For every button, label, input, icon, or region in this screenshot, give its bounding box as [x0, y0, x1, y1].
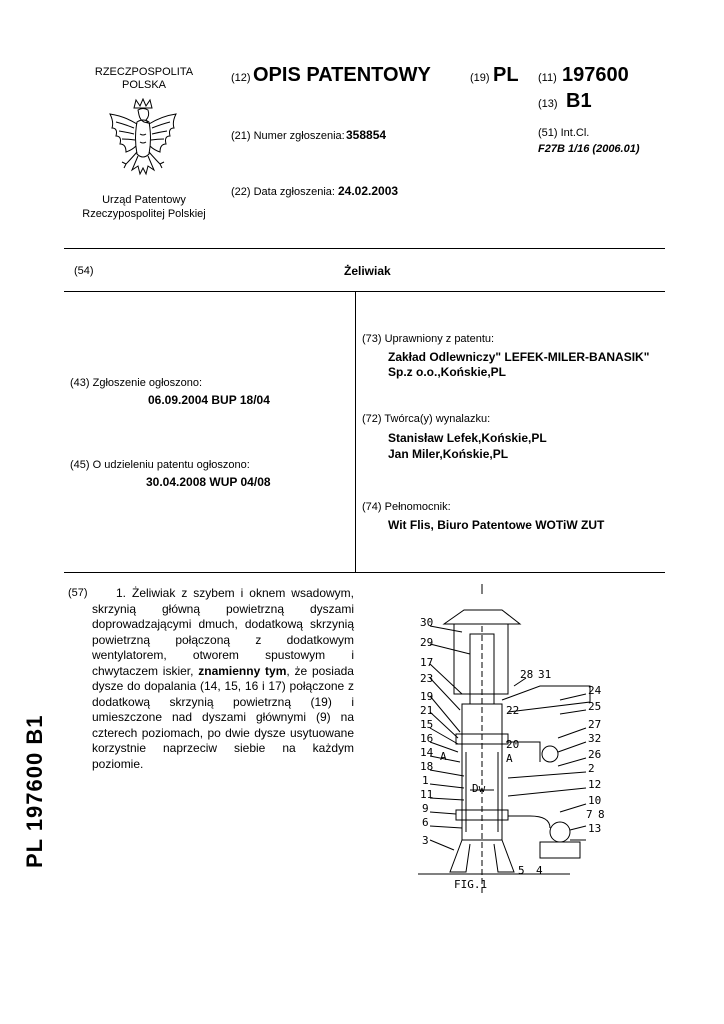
- ref-17: 17: [420, 656, 434, 669]
- code-72-label: (72) Twórca(y) wynalazku:: [362, 413, 491, 425]
- invention-title: Żeliwiak: [344, 264, 391, 278]
- column-divider: [355, 291, 356, 572]
- figure-caption: FIG.1: [454, 878, 488, 891]
- ref-24: 24: [588, 684, 602, 697]
- patent-number: 197600: [562, 64, 629, 86]
- divider: [64, 291, 665, 292]
- ref-23: 23: [420, 672, 434, 685]
- ref-22: 22: [506, 704, 520, 717]
- document-type: OPIS PATENTOWY: [253, 64, 431, 86]
- ref-9: 9: [422, 802, 429, 815]
- ref-A-right: A: [506, 752, 513, 765]
- ref-3: 3: [422, 834, 429, 847]
- ref-13: 13: [588, 822, 602, 835]
- code-19: (19): [470, 72, 490, 84]
- ref-27: 27: [588, 718, 602, 731]
- ref-5: 5: [518, 864, 525, 877]
- patent-owner-line2: Sp.z o.o.,Końskie,PL: [388, 365, 507, 379]
- ref-12: 12: [588, 778, 602, 791]
- attorney: Wit Flis, Biuro Patentowe WOTiW ZUT: [388, 518, 605, 532]
- code-12: (12): [231, 72, 251, 84]
- ref-7: 7: [586, 808, 593, 821]
- kind-code: B1: [566, 90, 592, 112]
- ref-10: 10: [588, 794, 602, 807]
- code-57: (57): [68, 587, 88, 599]
- code-43-value: 06.09.2004 BUP 18/04: [148, 393, 270, 407]
- ref-A-left: A: [440, 750, 447, 763]
- polish-eagle-emblem: [104, 98, 182, 188]
- application-number: 358854: [346, 128, 387, 142]
- country-line1: RZECZPOSPOLITA: [94, 66, 194, 78]
- abstract-text: 1. Żeliwiak z szybem i oknem wsadowym, skrzynią główną powietrzną dyszami doprowadzającymi dmuch, dodatkową skrzynią powietrzną połączoną z dodatkowym wentylatorem, otworem spustowym i chwytaczem iskier,: [92, 586, 354, 678]
- ref-2: 2: [588, 762, 595, 775]
- ref-30: 30: [420, 616, 434, 629]
- code-13: (13): [538, 98, 558, 110]
- filing-date: 24.02.2003: [338, 184, 399, 198]
- inventor-2: Jan Miler,Końskie,PL: [388, 447, 509, 461]
- ref-15: 15: [420, 718, 434, 731]
- ref-Dw: Dw: [472, 782, 486, 795]
- ref-18: 18: [420, 760, 434, 773]
- office-line2: Rzeczypospolitej Polskiej: [82, 208, 206, 220]
- ipc-code: F27B 1/16 (2006.01): [538, 143, 640, 155]
- country-code: PL: [493, 64, 519, 86]
- side-patent-code: PL 197600 B1: [22, 714, 47, 868]
- patent-owner-line1: Zakład Odlewniczy" LEFEK-MILER-BANASIK": [388, 350, 650, 364]
- patent-office-name: [66, 193, 222, 221]
- cupola-drawing: [410, 582, 650, 907]
- code-54: (54): [74, 265, 94, 277]
- code-74-label: (74) Pełnomocnik:: [362, 501, 451, 513]
- divider: [64, 572, 665, 573]
- ref-32: 32: [588, 732, 602, 745]
- divider: [64, 248, 665, 249]
- country-line2: POLSKA: [121, 79, 167, 91]
- ref-28: 28: [520, 668, 534, 681]
- ref-11: 11: [420, 788, 434, 801]
- ref-21: 21: [420, 704, 434, 717]
- country-name: [70, 66, 218, 92]
- abstract: [68, 586, 354, 772]
- abstract-bold: znamienny tym: [198, 663, 287, 678]
- ref-4: 4: [536, 864, 543, 877]
- ref-8: 8: [598, 808, 605, 821]
- ref-6: 6: [422, 816, 429, 829]
- office-line1: Urząd Patentowy: [102, 194, 186, 206]
- code-45-value: 30.04.2008 WUP 04/08: [146, 475, 271, 489]
- filing-date-label: (22) Data zgłoszenia:: [231, 186, 335, 198]
- ref-20: 20: [506, 738, 520, 751]
- code-73-label: (73) Uprawniony z patentu:: [362, 333, 495, 345]
- code-43-label: (43) Zgłoszenie ogłoszono:: [70, 377, 203, 389]
- abstract-text-cont: , że posiada dysze do dopalania (14, 15, 16 i 17) połączone z dodatkową skrzynią powietrzną (19) i umieszczone nad dyszami głównymi (9) na czterech poziomach, po dwie dysze usytuowane korzystnie naprzeciw siebie na każdym poziomie.: [92, 663, 354, 771]
- ref-29: 29: [420, 636, 434, 649]
- code-45-label: (45) O udzieleniu patentu ogłoszono:: [70, 459, 250, 471]
- inventor-1: Stanisław Lefek,Końskie,PL: [388, 431, 547, 445]
- ref-14: 14: [420, 746, 434, 759]
- ref-26: 26: [588, 748, 602, 761]
- ref-31: 31: [538, 668, 552, 681]
- code-11: (11): [538, 72, 557, 84]
- application-number-label: (21) Numer zgłoszenia:: [231, 130, 345, 142]
- drawing-svg: [410, 582, 650, 902]
- ref-25: 25: [588, 700, 602, 713]
- ipc-label: (51) Int.Cl.: [538, 127, 590, 139]
- ref-19: 19: [420, 690, 434, 703]
- ref-16: 16: [420, 732, 434, 745]
- ref-1: 1: [422, 774, 429, 787]
